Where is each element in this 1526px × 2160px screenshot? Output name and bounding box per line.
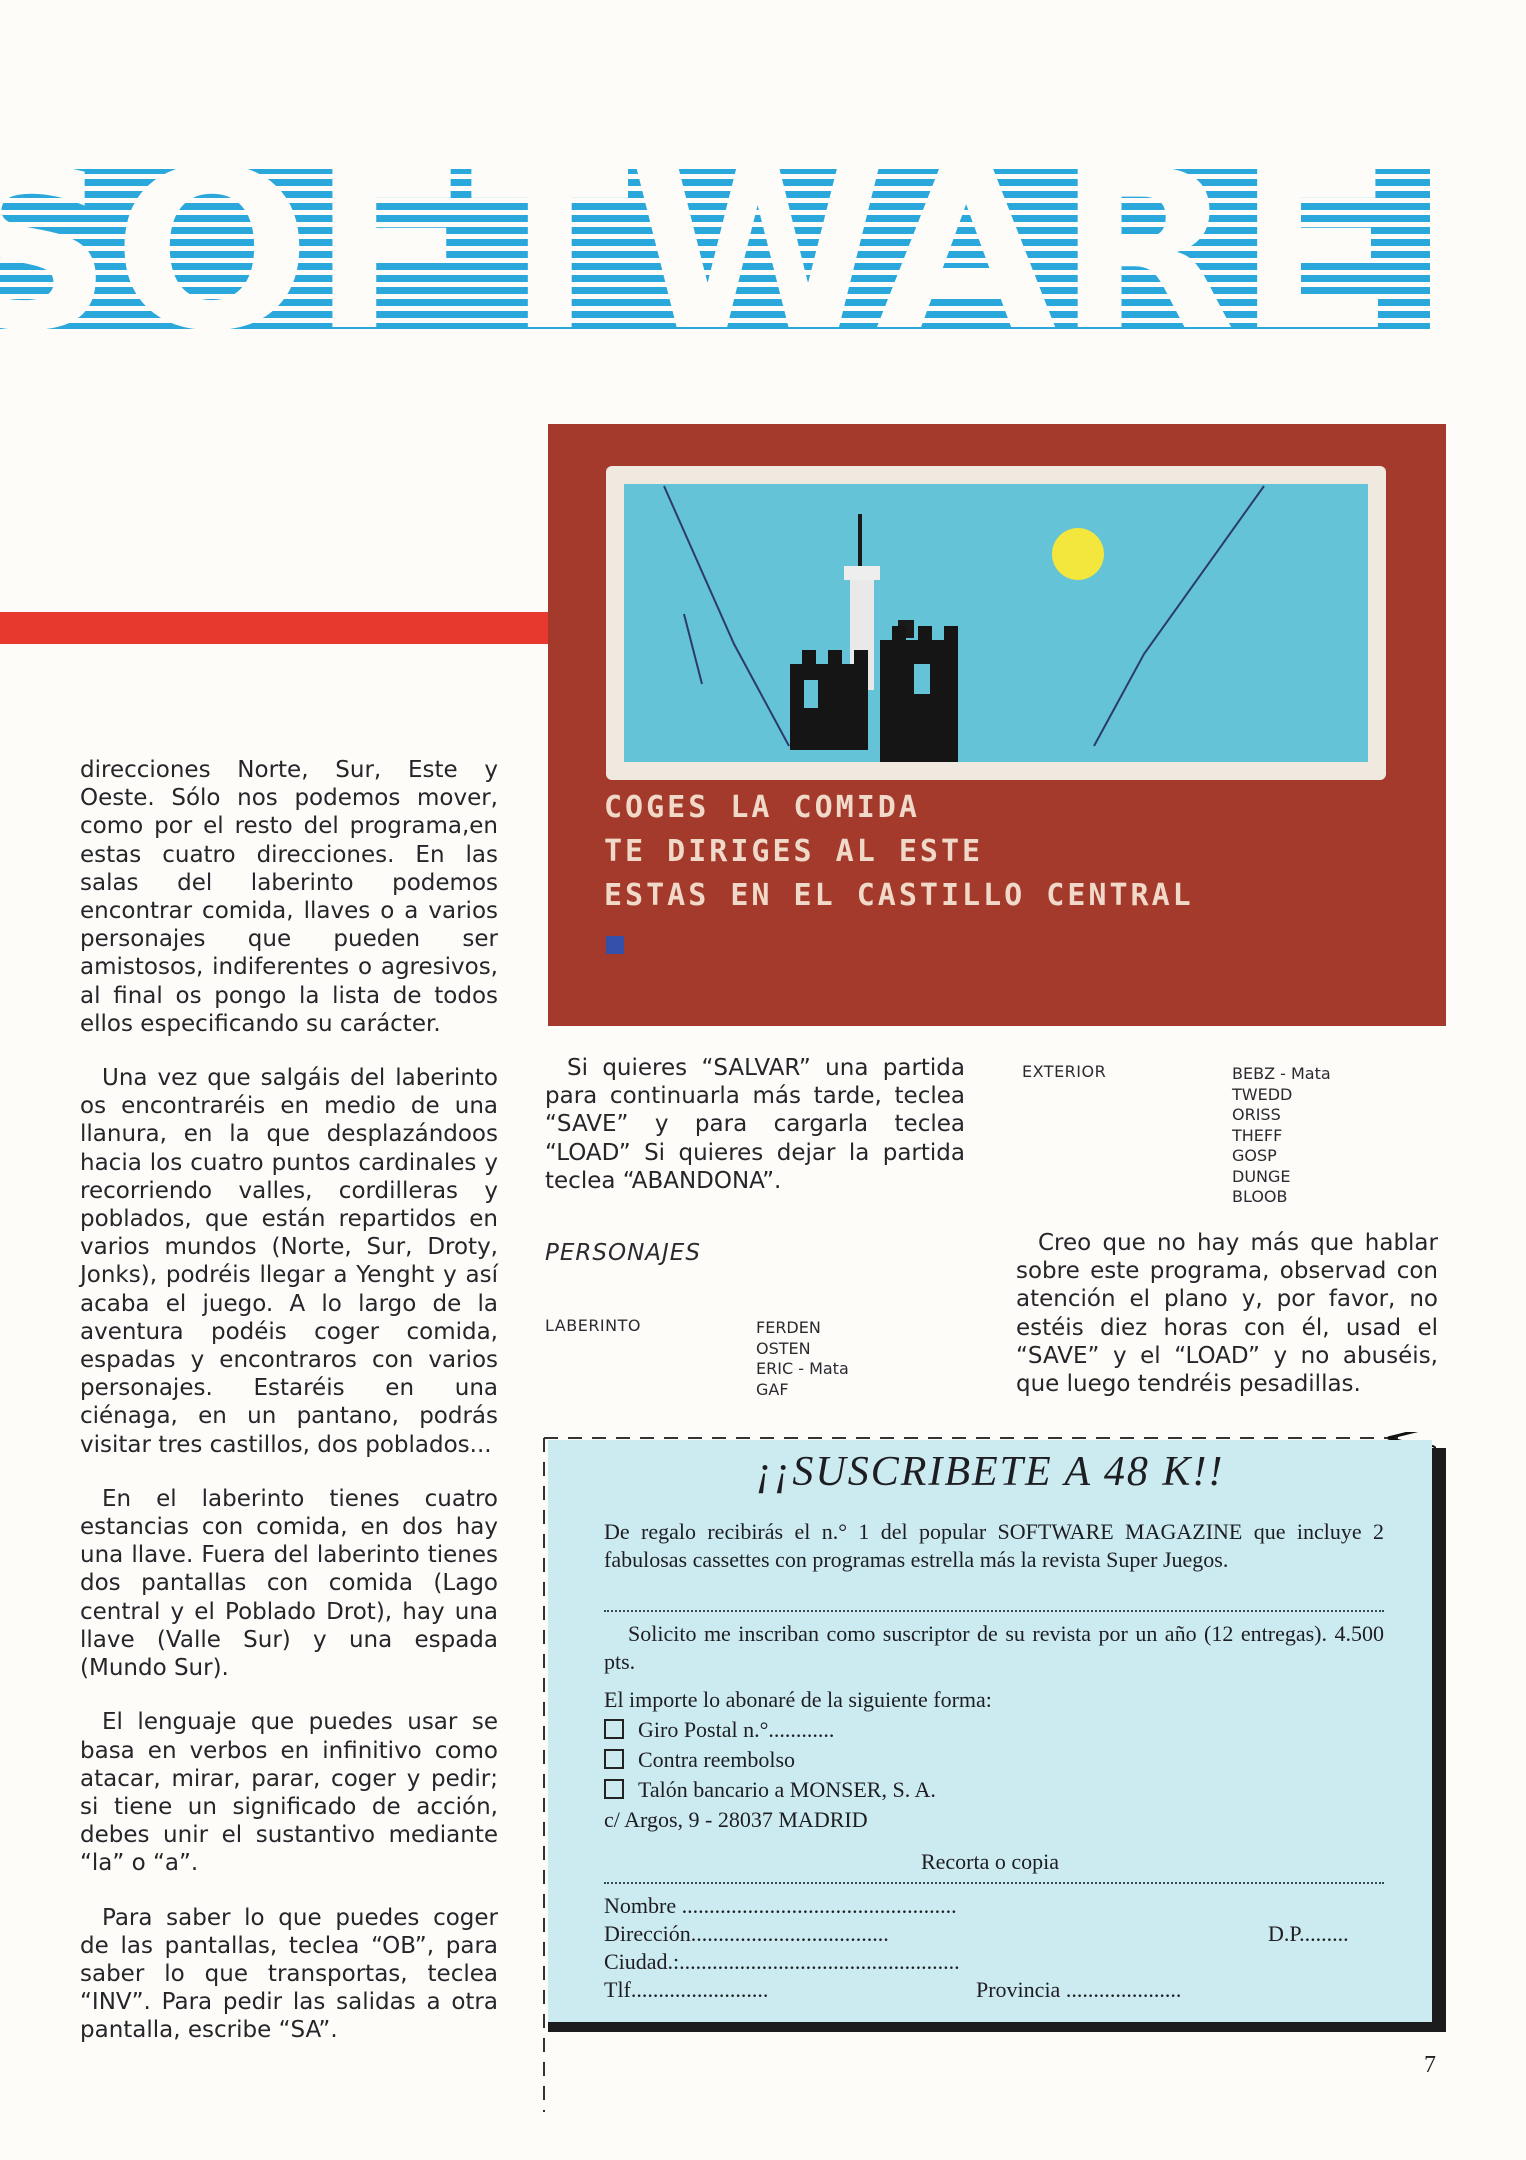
field-direccion[interactable]: Dirección....................................: [604, 1921, 889, 1946]
accent-stripe: [0, 612, 548, 644]
game-text-line: ESTAS EN EL CASTILLO CENTRAL: [604, 878, 1194, 913]
article-column-2: [545, 1054, 965, 1221]
character-name: BEBZ - Mata: [1232, 1064, 1331, 1083]
game-scene: [624, 484, 1368, 762]
checkbox[interactable]: [604, 1749, 624, 1769]
payment-option-reembolso[interactable]: Contra reembolso: [604, 1746, 795, 1774]
article-column-3: [1016, 1229, 1438, 1424]
coupon-request: Solicito me inscriban como suscriptor de su revista por un año (12 entregas). 4.500 pts.: [604, 1621, 1384, 1674]
field-ciudad[interactable]: Ciudad.:...................................................: [604, 1949, 960, 1974]
character-name: ORISS: [1232, 1105, 1281, 1124]
field-dp[interactable]: D.P.........: [1268, 1921, 1349, 1946]
character-name: TWEDD: [1232, 1084, 1293, 1104]
character-name: THEFF: [1232, 1125, 1283, 1145]
checkbox[interactable]: [604, 1719, 624, 1739]
article-column-1: [80, 756, 498, 2071]
coupon-title: ¡¡SUSCRIBETE A 48 K!!: [755, 1449, 1225, 1495]
payment-option-talon[interactable]: Talón bancario a MONSER, S. A.: [604, 1776, 936, 1804]
coupon-address: c/ Argos, 9 - 28037 MADRID: [604, 1807, 868, 1832]
laberinto-character-list: [756, 1318, 849, 1400]
cut-note: Recorta o copia: [920, 1849, 1060, 1874]
paragraph: Una vez que salgáis del laberinto os encontraréis en medio de una llanura, en la que desplazándoos hacia los cuatro puntos cardinales y recorriendo valles, cordilleras y poblados, que están repartidos en varios mundos (Norte, Sur, Droty, Jonks), podréis llegar a Yenght y así acaba el juego. A lo largo de la aventura podéis coger comida, espadas y encontraros con varios personajes. Estaréis en una ciénaga, en un pantano, podrás visitar tres castillos, dos poblados...: [80, 1065, 498, 1458]
paragraph: direcciones Norte, Sur, Este y Oeste. Sólo nos podemos mover, como por el resto del programa,en estas cuatro direcciones. En las salas del laberinto podemos encontrar comida, llaves o a varios personajes que pueden ser amistosos, indiferentes o agresivos, al final os pongo la lista de todos ellos especificando su carácter.: [80, 757, 498, 1037]
field-provincia[interactable]: Provincia .....................: [976, 1977, 1182, 2002]
subscription-coupon: [548, 1440, 1432, 2022]
field-nombre[interactable]: Nombre ..................................................: [604, 1893, 957, 1918]
laberinto-label: LABERINTO: [545, 1316, 641, 1335]
game-text-line: TE DIRIGES AL ESTE: [604, 834, 984, 869]
character-name: GAF: [756, 1379, 789, 1399]
sun-icon: [1052, 528, 1104, 580]
character-name: ERIC - Mata: [756, 1359, 849, 1378]
header-band: [0, 155, 1450, 355]
castle-icon: [790, 650, 868, 750]
paragraph: En el laberinto tienes cuatro estancias con comida, en dos hay una llave. Fuera del laberinto tienes dos pantallas con comida (Lago central y el Poblado Drot), hay una llave (Valle Sur) y una espada (Mundo Sur).: [80, 1485, 498, 1682]
payment-option-giro[interactable]: Giro Postal n.°............: [604, 1716, 834, 1744]
paragraph: El lenguaje que puedes usar se basa en verbos en infinitivo como atacar, mirar, parar, coger y pedir; si tiene un significado de acción, debes unir el sustantivo mediante “la” o “a”.: [80, 1709, 498, 1877]
game-screenshot: [548, 424, 1446, 1026]
exterior-label: EXTERIOR: [1022, 1062, 1107, 1081]
exterior-character-list: [1232, 1064, 1331, 1208]
character-name: BLOOB: [1232, 1187, 1288, 1206]
game-text-line: COGES LA COMIDA: [604, 790, 920, 825]
paragraph: Para saber lo que puedes coger de las pantallas, teclea “OB”, para saber lo que transportas, teclea “INV”. Para pedir las salidas a otra pantalla, escribe “SA”.: [80, 1904, 498, 2044]
character-name: DUNGE: [1232, 1166, 1291, 1186]
game-scene-frame: [606, 466, 1386, 780]
character-name: OSTEN: [756, 1338, 811, 1358]
castle-scene-graphic: [624, 484, 1368, 762]
character-name: FERDEN: [756, 1318, 821, 1337]
paragraph: Creo que no hay más que hablar sobre este programa, observad con atención el plano y, por favor, no estéis diez horas con él, usad el “SAVE” y el “LOAD” y no abuséis, que luego tendréis pesadillas.: [1016, 1230, 1438, 1398]
game-cursor: [606, 936, 624, 954]
coupon-intro: De regalo recibirás el n.° 1 del popular SOFTWARE MAGAZINE que incluye 2 fabulosas cassettes con programas estrella más la revista Super Juegos.: [604, 1519, 1384, 1572]
page-number: 7: [1424, 2052, 1436, 2078]
personajes-heading: PERSONAJES: [545, 1240, 701, 1266]
character-name: GOSP: [1232, 1146, 1277, 1165]
checkbox[interactable]: [604, 1779, 624, 1799]
paragraph: Si quieres “SALVAR” una partida para continuarla más tarde, teclea “SAVE” y para cargarla teclea “LOAD” Si quieres dejar la partida teclea “ABANDONA”.: [545, 1055, 965, 1194]
payment-intro: El importe lo abonaré de la siguiente forma:: [604, 1687, 992, 1712]
field-tlf[interactable]: Tlf.........................: [604, 1977, 769, 2002]
